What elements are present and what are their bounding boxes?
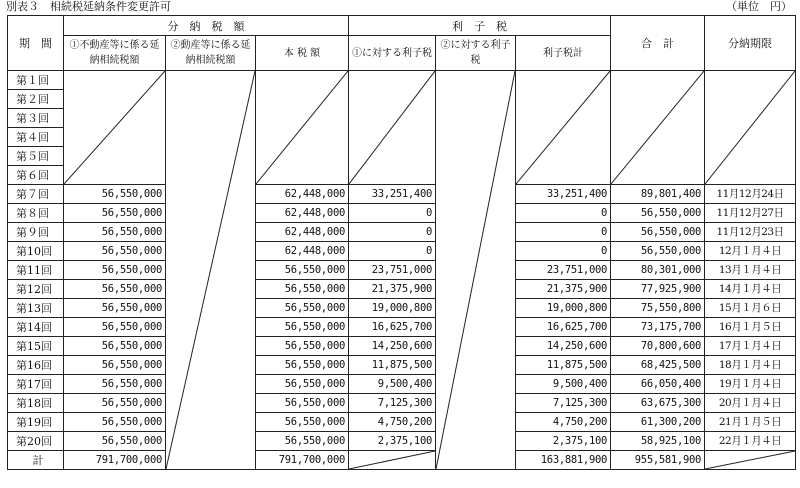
table-row (8, 280, 796, 299)
cell-real-estate-tax: 56,550,000 (64, 185, 166, 204)
cell-principal: 56,550,000 (256, 432, 349, 451)
cell-principal: 62,448,000 (256, 223, 349, 242)
cell-interest-total: 23,751,000 (516, 261, 611, 280)
row-label: 第18回 (8, 394, 64, 413)
row-label: 第15回 (8, 337, 64, 356)
table-row (8, 261, 796, 280)
cell-real-estate-tax: 56,550,000 (64, 223, 166, 242)
total-principal: 791,700,000 (256, 451, 349, 470)
header-principal: 本 税 額 (256, 36, 349, 71)
row-label: 第３回 (8, 109, 64, 128)
cell-real-estate-tax: 56,550,000 (64, 394, 166, 413)
cell-interest-total: 21,375,900 (516, 280, 611, 299)
blank-movable-tax (166, 71, 256, 470)
table-row (8, 242, 796, 261)
cell-interest-on-1: 0 (349, 223, 436, 242)
header-movable-tax: ②動産等に係る延納相続税額 (166, 36, 256, 71)
diagonal-strike (705, 451, 795, 469)
cell-due-date: 16月１月５日 (705, 318, 796, 337)
cell-due-date: 11月12月27日 (705, 204, 796, 223)
cell-real-estate-tax: 56,550,000 (64, 299, 166, 318)
row-label: 第14回 (8, 318, 64, 337)
header-due-date: 分納期限 (705, 16, 796, 71)
header-real-estate-tax: ①不動産等に係る延納相続税額 (64, 36, 166, 71)
table-row (8, 337, 796, 356)
cell-principal: 56,550,000 (256, 318, 349, 337)
cell-total: 75,550,800 (611, 299, 705, 318)
cell-real-estate-tax: 56,550,000 (64, 242, 166, 261)
cell-principal: 56,550,000 (256, 413, 349, 432)
table-row (8, 394, 796, 413)
installment-table (7, 15, 796, 470)
blank-interest-total (516, 71, 611, 185)
cell-total: 58,925,100 (611, 432, 705, 451)
cell-interest-total: 2,375,100 (516, 432, 611, 451)
cell-total: 56,550,000 (611, 204, 705, 223)
cell-interest-total: 16,625,700 (516, 318, 611, 337)
document-title: 別表３ 相続税延納条件変更許可 (6, 0, 171, 13)
blank-total (611, 71, 705, 185)
cell-interest-on-1: 11,875,500 (349, 356, 436, 375)
blank-real-estate-tax (64, 71, 166, 185)
cell-principal: 56,550,000 (256, 337, 349, 356)
table-row (8, 299, 796, 318)
cell-real-estate-tax: 56,550,000 (64, 261, 166, 280)
cell-total: 70,800,600 (611, 337, 705, 356)
cell-due-date: 14月１月４日 (705, 280, 796, 299)
cell-due-date: 21月１月５日 (705, 413, 796, 432)
total-sum: 955,581,900 (611, 451, 705, 470)
header-period: 期 間 (8, 16, 64, 71)
cell-principal: 62,448,000 (256, 242, 349, 261)
cell-real-estate-tax: 56,550,000 (64, 318, 166, 337)
table-row (8, 413, 796, 432)
header-interest-on-2: ②に対する利子税 (436, 36, 516, 71)
cell-principal: 62,448,000 (256, 204, 349, 223)
cell-principal: 62,448,000 (256, 185, 349, 204)
cell-interest-on-1: 19,000,800 (349, 299, 436, 318)
total-real-estate-tax: 791,700,000 (64, 451, 166, 470)
cell-total: 63,675,300 (611, 394, 705, 413)
cell-due-date: 19月１月４日 (705, 375, 796, 394)
diagonal-strike (256, 71, 348, 184)
cell-total: 66,050,400 (611, 375, 705, 394)
diagonal-strike (705, 71, 795, 184)
row-label: 第17回 (8, 375, 64, 394)
cell-interest-on-1: 0 (349, 242, 436, 261)
cell-due-date: 22月１月４日 (705, 432, 796, 451)
cell-interest-total: 0 (516, 223, 611, 242)
cell-interest-total: 0 (516, 242, 611, 261)
cell-real-estate-tax: 56,550,000 (64, 337, 166, 356)
cell-total: 56,550,000 (611, 223, 705, 242)
header-interest-total: 利子税計 (516, 36, 611, 71)
row-label: 第１回 (8, 71, 64, 90)
cell-interest-total: 19,000,800 (516, 299, 611, 318)
total-row (8, 451, 796, 470)
table-row (8, 204, 796, 223)
diagonal-strike (349, 451, 435, 469)
table-row (8, 185, 796, 204)
table-row (8, 318, 796, 337)
cell-total: 89,801,400 (611, 185, 705, 204)
header-interest-group: 利 子 税 (349, 16, 611, 36)
row-label: 第20回 (8, 432, 64, 451)
cell-principal: 56,550,000 (256, 375, 349, 394)
row-label: 第６回 (8, 166, 64, 185)
table-row (8, 71, 796, 90)
cell-principal: 56,550,000 (256, 356, 349, 375)
cell-due-date: 11月12月24日 (705, 185, 796, 204)
cell-principal: 56,550,000 (256, 299, 349, 318)
total-label: 計 (8, 451, 64, 470)
cell-interest-on-1: 7,125,300 (349, 394, 436, 413)
cell-interest-total: 11,875,500 (516, 356, 611, 375)
row-label: 第２回 (8, 90, 64, 109)
table-row (8, 356, 796, 375)
cell-due-date: 12月１月４日 (705, 242, 796, 261)
row-label: 第12回 (8, 280, 64, 299)
cell-due-date: 13月１月４日 (705, 261, 796, 280)
cell-real-estate-tax: 56,550,000 (64, 375, 166, 394)
cell-total: 61,300,200 (611, 413, 705, 432)
cell-interest-on-1: 16,625,700 (349, 318, 436, 337)
cell-interest-total: 0 (516, 204, 611, 223)
cell-interest-total: 7,125,300 (516, 394, 611, 413)
diagonal-strike (611, 71, 704, 184)
header-interest-on-1: ①に対する利子税 (349, 36, 436, 71)
cell-interest-total: 14,250,600 (516, 337, 611, 356)
blank-interest-on-2 (436, 71, 516, 470)
row-label: 第10回 (8, 242, 64, 261)
diagonal-strike (349, 71, 435, 184)
cell-real-estate-tax: 56,550,000 (64, 413, 166, 432)
cell-principal: 56,550,000 (256, 394, 349, 413)
cell-due-date: 17月１月４日 (705, 337, 796, 356)
blank-due-date (705, 71, 796, 185)
installment-table-wrapper (7, 15, 795, 484)
cell-total: 68,425,500 (611, 356, 705, 375)
cell-principal: 56,550,000 (256, 261, 349, 280)
row-label: 第13回 (8, 299, 64, 318)
row-label: 第７回 (8, 185, 64, 204)
cell-due-date: 18月１月４日 (705, 356, 796, 375)
cell-real-estate-tax: 56,550,000 (64, 356, 166, 375)
cell-interest-on-1: 4,750,200 (349, 413, 436, 432)
cell-interest-on-1: 14,250,600 (349, 337, 436, 356)
table-row (8, 432, 796, 451)
cell-interest-total: 9,500,400 (516, 375, 611, 394)
table-row (8, 375, 796, 394)
diagonal-strike (436, 71, 515, 469)
cell-interest-on-1: 33,251,400 (349, 185, 436, 204)
total-interest-total: 163,881,900 (516, 451, 611, 470)
cell-total: 80,301,000 (611, 261, 705, 280)
cell-due-date: 11月12月23日 (705, 223, 796, 242)
row-label: 第４回 (8, 128, 64, 147)
blank-interest-on-1 (349, 71, 436, 185)
row-label: 第16回 (8, 356, 64, 375)
cell-total: 56,550,000 (611, 242, 705, 261)
cell-principal: 56,550,000 (256, 280, 349, 299)
row-label: 第９回 (8, 223, 64, 242)
cell-total: 77,925,900 (611, 280, 705, 299)
cell-interest-on-1: 9,500,400 (349, 375, 436, 394)
table-body (8, 71, 796, 470)
unit-label: （単位 円） (726, 0, 792, 13)
cell-real-estate-tax: 56,550,000 (64, 280, 166, 299)
cell-due-date: 20月１月４日 (705, 394, 796, 413)
blank-principal (256, 71, 349, 185)
cell-real-estate-tax: 56,550,000 (64, 204, 166, 223)
total-due-date-blank (705, 451, 796, 470)
row-label: 第19回 (8, 413, 64, 432)
row-label: 第５回 (8, 147, 64, 166)
diagonal-strike (516, 71, 610, 184)
header-installment-group: 分 納 税 額 (64, 16, 349, 36)
diagonal-strike (64, 71, 165, 184)
total-interest-on-1-blank (349, 451, 436, 470)
cell-interest-on-1: 23,751,000 (349, 261, 436, 280)
cell-interest-on-1: 21,375,900 (349, 280, 436, 299)
header-total: 合 計 (611, 16, 705, 71)
cell-total: 73,175,700 (611, 318, 705, 337)
cell-interest-on-1: 0 (349, 204, 436, 223)
cell-interest-total: 4,750,200 (516, 413, 611, 432)
cell-real-estate-tax: 56,550,000 (64, 432, 166, 451)
cell-due-date: 15月１月６日 (705, 299, 796, 318)
table-row (8, 223, 796, 242)
cell-interest-total: 33,251,400 (516, 185, 611, 204)
row-label: 第８回 (8, 204, 64, 223)
diagonal-strike (166, 71, 255, 469)
row-label: 第11回 (8, 261, 64, 280)
cell-interest-on-1: 2,375,100 (349, 432, 436, 451)
